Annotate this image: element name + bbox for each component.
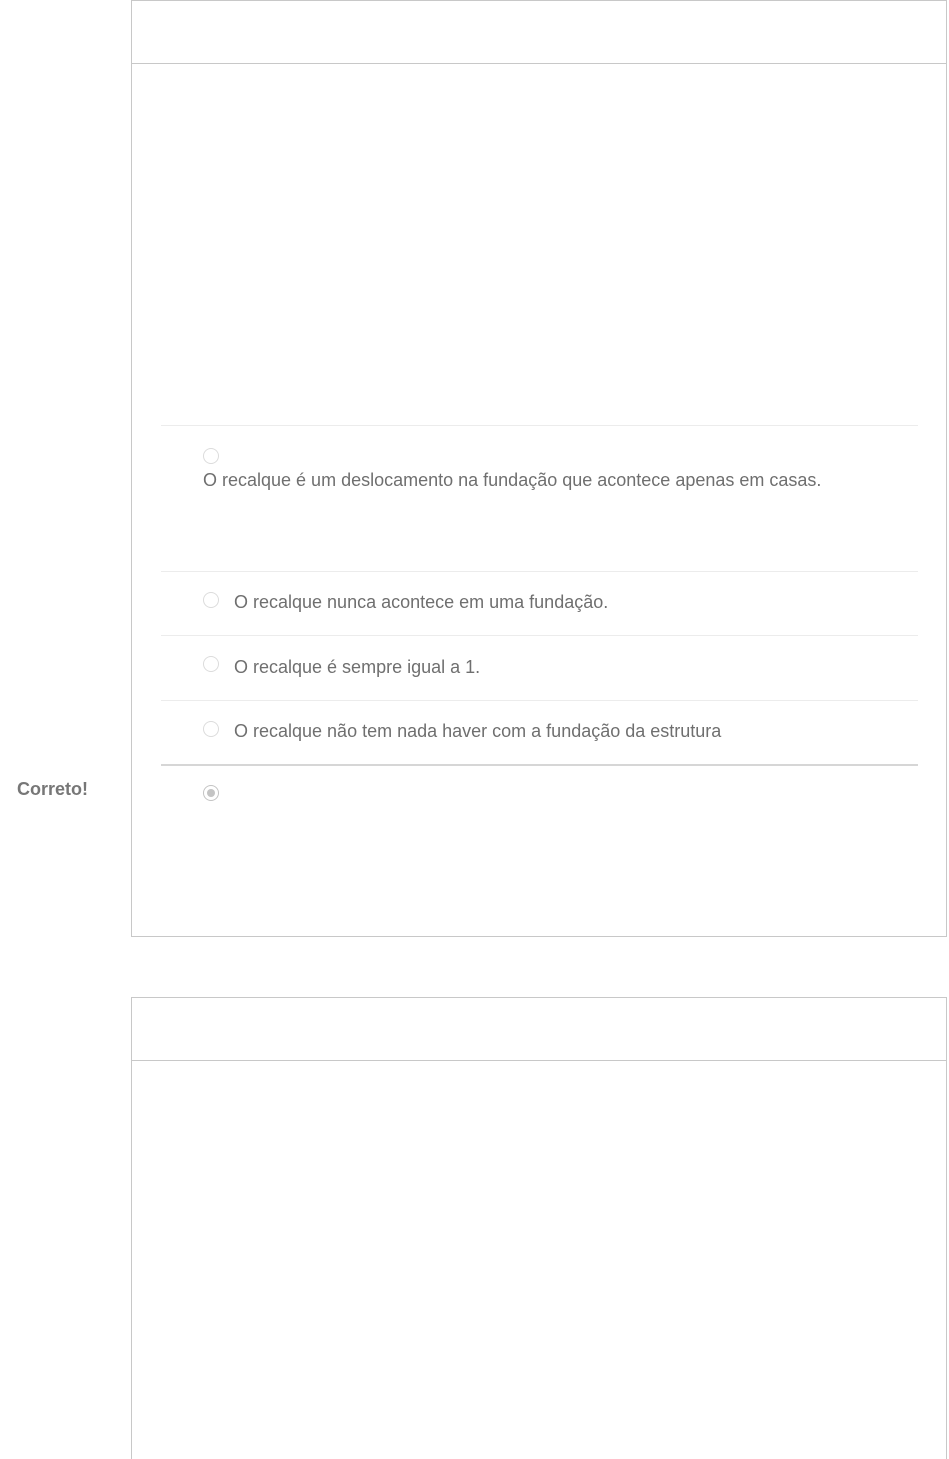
answer-option[interactable] <box>161 571 918 635</box>
question-header <box>132 1 946 64</box>
answer-text: O recalque nunca acontece em uma fundação. <box>234 592 609 612</box>
radio-button[interactable] <box>203 721 219 737</box>
question-card <box>131 0 947 937</box>
radio-button[interactable] <box>203 656 219 672</box>
answer-option[interactable] <box>161 635 918 700</box>
radio-button[interactable] <box>203 448 219 464</box>
answer-text: O recalque é sempre igual a 1. <box>234 657 481 677</box>
answer-text: O recalque não tem nada haver com a fundação da estrutura <box>234 721 722 741</box>
answer-option[interactable] <box>161 700 918 764</box>
radio-button[interactable] <box>203 592 219 608</box>
question-card <box>131 997 947 1459</box>
correct-answer-label: Correto! <box>17 779 88 799</box>
radio-button-selected[interactable] <box>203 785 219 801</box>
answer-option[interactable] <box>161 425 918 571</box>
answer-option-correct[interactable] <box>161 766 918 846</box>
question-header <box>132 998 946 1061</box>
answer-text: O recalque é um deslocamento na fundação que acontece apenas em casas. <box>203 470 822 490</box>
